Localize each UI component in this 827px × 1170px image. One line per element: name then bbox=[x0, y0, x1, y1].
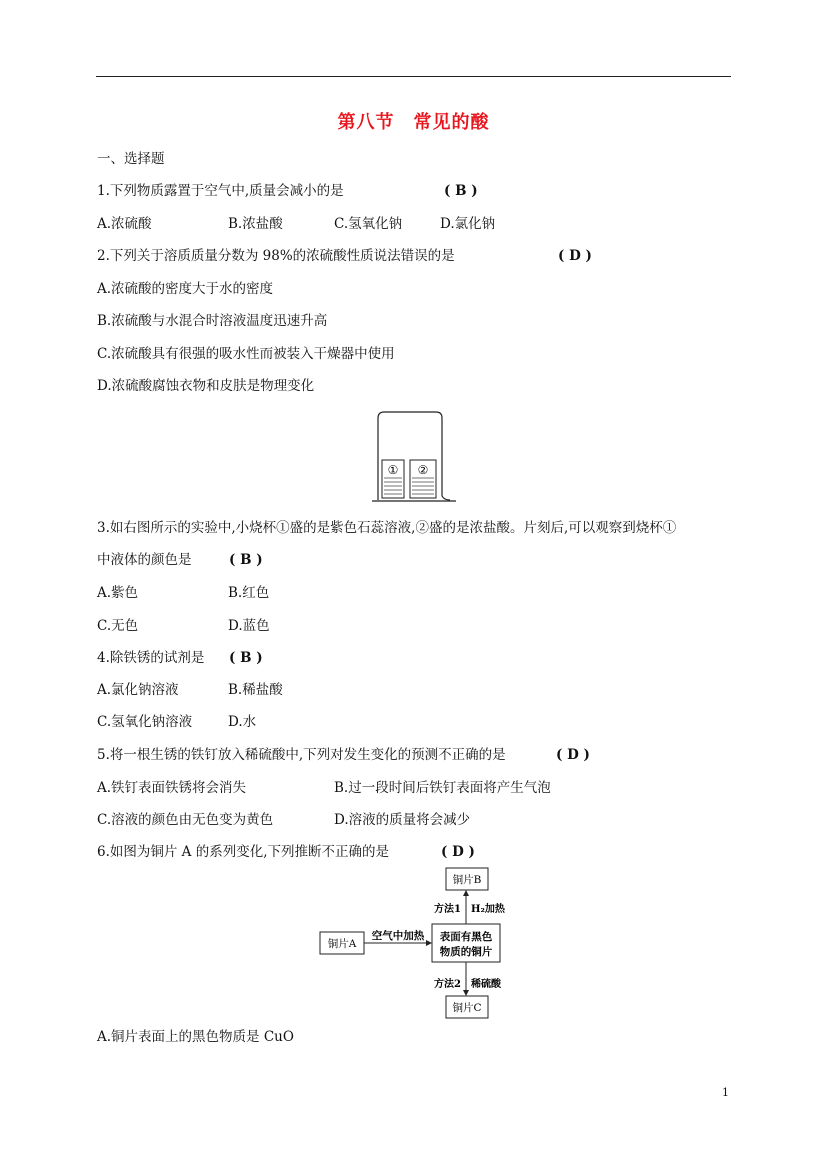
q3-option-c: C.无色 bbox=[97, 618, 139, 634]
q2-answer: ( D ) bbox=[558, 248, 592, 264]
q1-answer: ( B ) bbox=[444, 183, 478, 199]
q5-option-c: C.溶液的颜色由无色变为黄色 bbox=[97, 812, 274, 828]
beaker-1-label: ① bbox=[387, 463, 399, 477]
q5-stem: 5.将一根生锈的铁钉放入稀硫酸中,下列对发生变化的预测不正确的是 bbox=[97, 747, 506, 763]
q5-option-b: B.过一段时间后铁钉表面将产生气泡 bbox=[334, 780, 551, 796]
q2-option-d: D.浓硫酸腐蚀衣物和皮肤是物理变化 bbox=[97, 378, 315, 394]
q3-stem-line1: 3.如右图所示的实验中,小烧杯①盛的是紫色石蕊溶液,②盛的是浓盐酸。片刻后,可以观察到烧杯① bbox=[97, 520, 677, 536]
q6-stem: 6.如图为铜片 A 的系列变化,下列推断不正确的是 bbox=[97, 844, 390, 860]
center-label-line1: 表面有黑色 bbox=[439, 931, 493, 943]
q2-stem: 2.下列关于溶质质量分数为 98%的浓硫酸性质说法错误的是 bbox=[97, 248, 455, 264]
page-number: 1 bbox=[722, 1086, 729, 1099]
q6-option-a: A.铜片表面上的黑色物质是 CuO bbox=[97, 1029, 294, 1045]
copper-a-label: 铜片A bbox=[327, 938, 357, 950]
method1-label: 方法1 bbox=[434, 904, 461, 915]
dilute-acid-label: 稀硫酸 bbox=[471, 979, 501, 990]
q4-option-c: C.氢氧化钠溶液 bbox=[97, 714, 193, 730]
q4-answer: ( B ) bbox=[229, 650, 263, 666]
copper-b-label: 铜片B bbox=[452, 874, 482, 886]
q2-option-c: C.浓硫酸具有很强的吸水性而被装入干燥器中使用 bbox=[97, 346, 395, 362]
q1-option-b: B.浓盐酸 bbox=[228, 216, 283, 232]
q5-option-d: D.溶液的质量将会减少 bbox=[334, 812, 471, 828]
q3-stem-line2: 中液体的颜色是 bbox=[97, 552, 192, 568]
q2-option-a: A.浓硫酸的密度大于水的密度 bbox=[97, 281, 274, 297]
section-heading: 一、选择题 bbox=[97, 151, 165, 167]
q2-option-b: B.浓硫酸与水混合时溶液温度迅速升高 bbox=[97, 313, 328, 329]
beaker-2-label: ② bbox=[417, 463, 429, 477]
q3-option-a: A.紫色 bbox=[97, 585, 139, 601]
page-title: 第八节 常见的酸 bbox=[337, 112, 490, 133]
q1-option-a: A.浓硫酸 bbox=[97, 216, 152, 232]
q5-answer: ( D ) bbox=[556, 747, 590, 763]
q1-option-c: C.氢氧化钠 bbox=[334, 216, 403, 232]
q3-answer: ( B ) bbox=[229, 552, 263, 568]
arrow-air-label: 空气中加热 bbox=[371, 930, 425, 942]
q4-stem: 4.除铁锈的试剂是 bbox=[97, 650, 205, 666]
header-rule bbox=[96, 76, 731, 77]
center-label-line2: 物质的铜片 bbox=[439, 946, 493, 958]
q6-answer: ( D ) bbox=[441, 844, 475, 860]
h2-heat-label: H₂加热 bbox=[471, 904, 505, 915]
bell-jar-figure bbox=[370, 408, 458, 504]
q1-option-d: D.氯化钠 bbox=[440, 216, 496, 232]
q5-option-a: A.铁钉表面铁锈将会消失 bbox=[97, 780, 247, 796]
q3-option-b: B.红色 bbox=[228, 585, 270, 601]
q4-option-a: A.氯化钠溶液 bbox=[97, 682, 179, 698]
copper-reaction-diagram bbox=[318, 864, 514, 1022]
q3-option-d: D.蓝色 bbox=[228, 618, 270, 634]
q4-option-d: D.水 bbox=[228, 714, 257, 730]
method2-label: 方法2 bbox=[434, 979, 461, 990]
q4-option-b: B.稀盐酸 bbox=[228, 682, 283, 698]
q1-stem: 1.下列物质露置于空气中,质量会减小的是 bbox=[97, 183, 344, 199]
copper-c-label: 铜片C bbox=[452, 1002, 482, 1014]
